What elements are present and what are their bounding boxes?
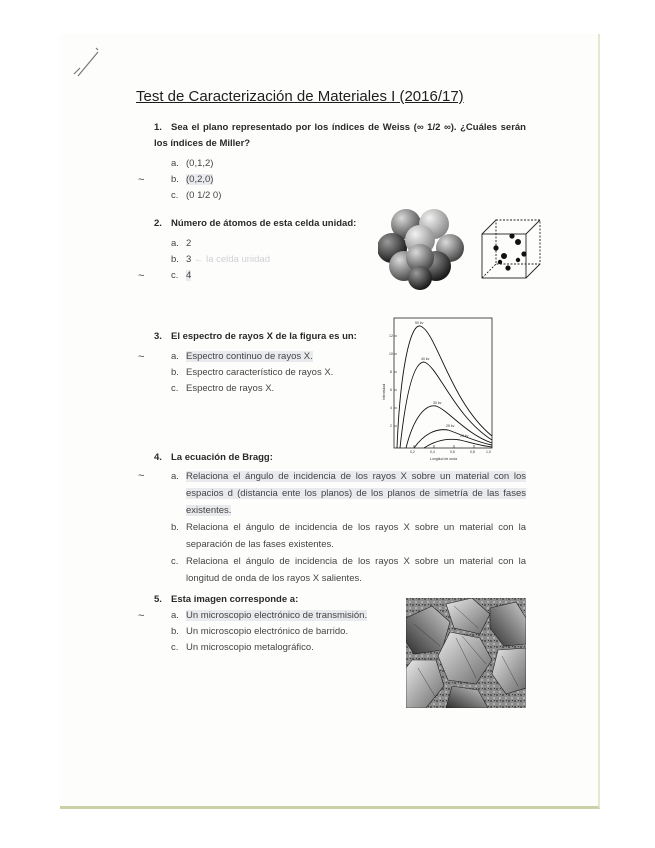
option-a[interactable] — [138, 608, 394, 624]
atom-spheres-figure — [378, 206, 464, 292]
option-text: Un microscopio metalográfico. — [186, 642, 314, 653]
option-c[interactable] — [154, 553, 526, 587]
option-letter: a. — [171, 238, 179, 249]
question-stem — [154, 120, 526, 152]
tick-mark: ~ — [138, 174, 145, 186]
option-b[interactable] — [154, 519, 526, 553]
option-b[interactable] — [154, 624, 394, 640]
option-a[interactable] — [154, 156, 526, 172]
question-2 — [138, 216, 384, 284]
x-tick-label: 0,2 — [410, 450, 415, 454]
y-tick-label: 6 — [390, 388, 392, 392]
tick-mark: ~ — [138, 351, 145, 363]
faint-note: ← la celda unidad — [193, 254, 270, 265]
option-a[interactable] — [138, 468, 526, 519]
spectrum-curve-40kv — [400, 362, 492, 448]
y-tick-label: 2 — [390, 424, 392, 428]
xray-spectrum-plot — [380, 312, 498, 462]
curve-label: 30 kv — [433, 401, 442, 405]
option-c[interactable] — [154, 640, 394, 656]
question-text: Esta imagen corresponde a: — [171, 594, 299, 605]
curve-label: 20 kv — [460, 434, 469, 438]
option-text: 2 — [186, 238, 192, 249]
option-a[interactable] — [154, 236, 384, 252]
option-text: 3 — [186, 254, 192, 265]
curve-label: 50 kv — [415, 321, 424, 325]
question-number: 3. — [154, 331, 162, 342]
options-list — [138, 236, 384, 284]
y-tick-label: 12 — [389, 334, 393, 338]
options-list — [138, 608, 394, 656]
option-letter: c. — [171, 556, 179, 567]
y-tick-label: 4 — [390, 406, 392, 410]
options-list — [138, 156, 526, 204]
question-3 — [138, 329, 374, 397]
option-text: (0,2,0) — [186, 174, 214, 185]
question-text: La ecuación de Bragg: — [171, 452, 273, 463]
y-tick-label: 8 — [390, 370, 392, 374]
option-text: Relaciona el ángulo de incidencia de los rayos X sobre un material con los espacios d (distancia ente los planos) de los planos de simetría de las fases existentes. — [186, 471, 526, 516]
x-tick-label: 0,8 — [470, 450, 475, 454]
option-letter: a. — [171, 351, 179, 362]
option-letter: c. — [171, 270, 179, 281]
option-text: Un microscopio electrónico de barrido. — [186, 626, 349, 637]
question-number: 1. — [154, 122, 162, 133]
option-letter: b. — [171, 626, 179, 637]
x-tick-label: 0,6 — [450, 450, 455, 454]
option-text: Relaciona el ángulo de incidencia de los rayos X sobre un material con la longitud de onda de los rayos X salientes. — [186, 556, 526, 584]
question-1 — [138, 120, 526, 204]
option-letter: b. — [171, 367, 179, 378]
option-text: Espectro característico de rayos X. — [186, 367, 334, 378]
question-number: 5. — [154, 594, 162, 605]
options-list — [138, 468, 526, 587]
option-b[interactable] — [138, 172, 526, 188]
question-number: 2. — [154, 218, 162, 229]
curve-label: 25 kv — [446, 424, 455, 428]
option-letter: b. — [171, 254, 179, 265]
question-stem — [154, 450, 526, 466]
page-title: Test de Caracterización de Materiales I (2016/17) — [136, 88, 464, 105]
option-letter: b. — [171, 174, 179, 185]
option-c[interactable] — [154, 381, 374, 397]
x-tick-label: 1,0 — [486, 450, 491, 454]
options-list — [138, 349, 374, 397]
x-axis-label: Longitud de onda — [430, 457, 458, 461]
option-c[interactable] — [154, 188, 526, 204]
x-tick-label: 0,4 — [430, 450, 435, 454]
question-text: Número de átomos de esta celda unidad: — [171, 218, 357, 229]
curve-label: 40 kv — [421, 357, 430, 361]
option-letter: a. — [171, 610, 179, 621]
unit-cell-figure — [474, 214, 544, 286]
question-stem — [154, 329, 374, 345]
question-text: El espectro de rayos X de la figura es un: — [171, 331, 357, 342]
question-number: 4. — [154, 452, 162, 463]
question-stem — [154, 592, 394, 608]
option-letter: c. — [171, 190, 179, 201]
option-letter: c. — [171, 383, 179, 394]
option-text: (0 1/2 0) — [186, 190, 222, 201]
y-tick-label: 10 — [389, 352, 393, 356]
pencil-mark-icon — [72, 46, 102, 82]
option-a[interactable] — [138, 349, 374, 365]
tick-mark: ~ — [138, 610, 145, 622]
tick-mark: ~ — [138, 270, 145, 282]
y-axis-label: Intensidad — [382, 383, 386, 400]
option-text: Relaciona el ángulo de incidencia de los rayos X sobre un material con la separación de las fases existentes. — [186, 522, 526, 550]
question-5 — [138, 592, 394, 656]
option-text: Espectro de rayos X. — [186, 383, 275, 394]
option-letter: c. — [171, 642, 179, 653]
option-text: Espectro continuo de rayos X. — [186, 351, 313, 362]
option-text: Un microscopio electrónico de transmisión. — [186, 610, 368, 621]
option-text: 4 — [186, 270, 192, 281]
question-stem — [154, 216, 384, 232]
option-letter: a. — [171, 471, 179, 482]
option-letter: b. — [171, 522, 179, 533]
option-b[interactable] — [154, 365, 374, 381]
option-text: (0,1,2) — [186, 158, 214, 169]
option-c[interactable] — [138, 268, 384, 284]
question-4 — [138, 450, 526, 587]
option-b[interactable] — [154, 252, 384, 268]
option-letter: a. — [171, 158, 179, 169]
microscope-image — [406, 598, 526, 708]
tick-mark: ~ — [138, 470, 145, 482]
question-text: Sea el plano representado por los índices de Weiss (∞ 1/2 ∞). ¿Cuáles serán los índices de Miller? — [154, 122, 526, 149]
